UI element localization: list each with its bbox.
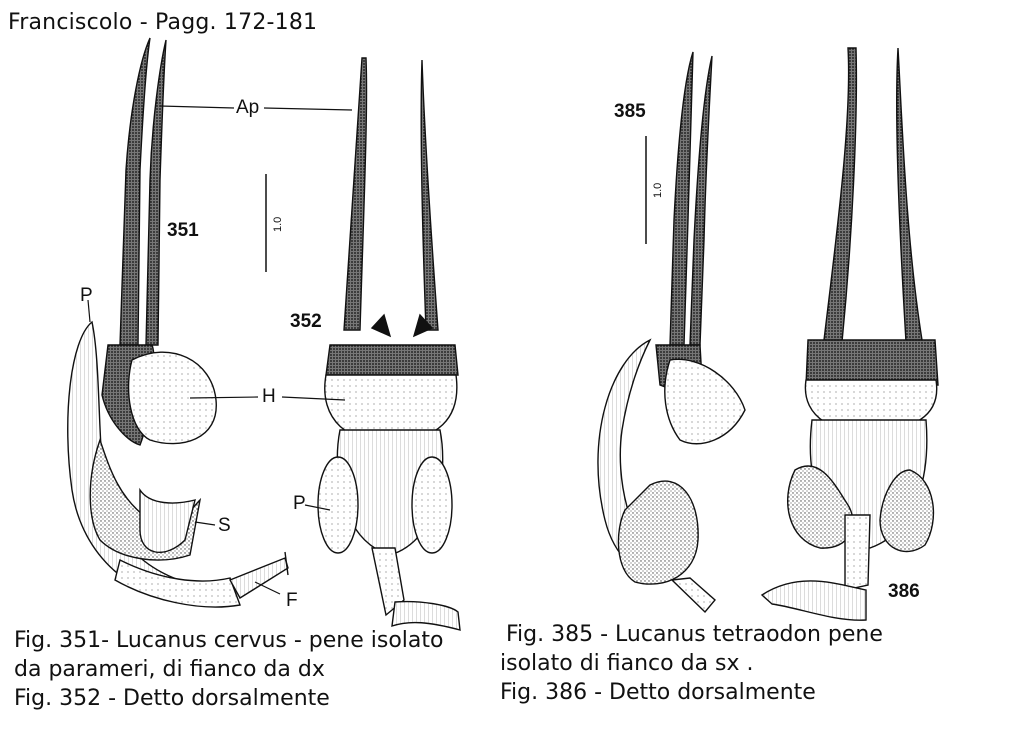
base-386 <box>806 340 938 385</box>
figure-386-drawing <box>762 48 938 620</box>
label-flagellum: F <box>286 590 298 611</box>
body-385 <box>618 481 698 584</box>
apodeme-left-351 <box>120 38 150 345</box>
knob-left-352 <box>372 315 390 336</box>
head-385 <box>665 359 745 443</box>
tube-351 <box>115 560 240 607</box>
label-paramere-352: P <box>293 493 306 514</box>
flagellum-386 <box>762 581 866 620</box>
paramere-left-352 <box>318 457 358 553</box>
plate-header: Franciscolo - Pagg. 172-181 <box>8 10 318 35</box>
figure-number-385: 385 <box>614 101 646 122</box>
label-sac: S <box>218 515 231 536</box>
label-head: H <box>262 386 276 407</box>
scale-label-right: 1.0 <box>652 182 664 198</box>
tube-385 <box>672 578 715 612</box>
caption-right <box>500 620 883 707</box>
figure-352-drawing <box>318 58 460 630</box>
base-352 <box>326 345 458 375</box>
figure-351-drawing <box>68 38 288 607</box>
caption-left <box>14 626 443 713</box>
flagellum-351 <box>230 558 288 598</box>
caption-right-line-2: isolato di fianco da sx . <box>500 651 754 676</box>
figure-number-352: 352 <box>290 311 322 332</box>
apodeme-left-352 <box>344 58 367 330</box>
apodeme-left-385 <box>670 52 693 345</box>
figure-number-386: 386 <box>888 581 920 602</box>
apodeme-right-386 <box>897 48 922 342</box>
caption-right-line-3: Fig. 386 - Detto dorsalmente <box>500 680 816 705</box>
label-paramere: P <box>80 285 93 306</box>
apodeme-right-351 <box>146 40 166 345</box>
paramere-right-352 <box>412 457 452 553</box>
caption-left-line-2: da parameri, di fianco da dx <box>14 657 325 682</box>
scale-label-left: 1.0 <box>272 216 284 232</box>
figure-385-drawing <box>598 52 745 612</box>
caption-left-line-3: Fig. 352 - Detto dorsalmente <box>14 686 330 711</box>
apodeme-left-386 <box>824 48 856 342</box>
apodeme-right-385 <box>690 56 712 345</box>
caption-left-line-1: Fig. 351- Lucanus cervus - pene isolato <box>14 628 444 653</box>
apodeme-right-352 <box>421 60 438 330</box>
figure-number-351: 351 <box>167 220 199 241</box>
label-apodeme: Ap <box>236 97 260 118</box>
tube-386 <box>845 515 870 590</box>
caption-right-line-1: Fig. 385 - Lucanus tetraodon pene <box>506 622 883 647</box>
